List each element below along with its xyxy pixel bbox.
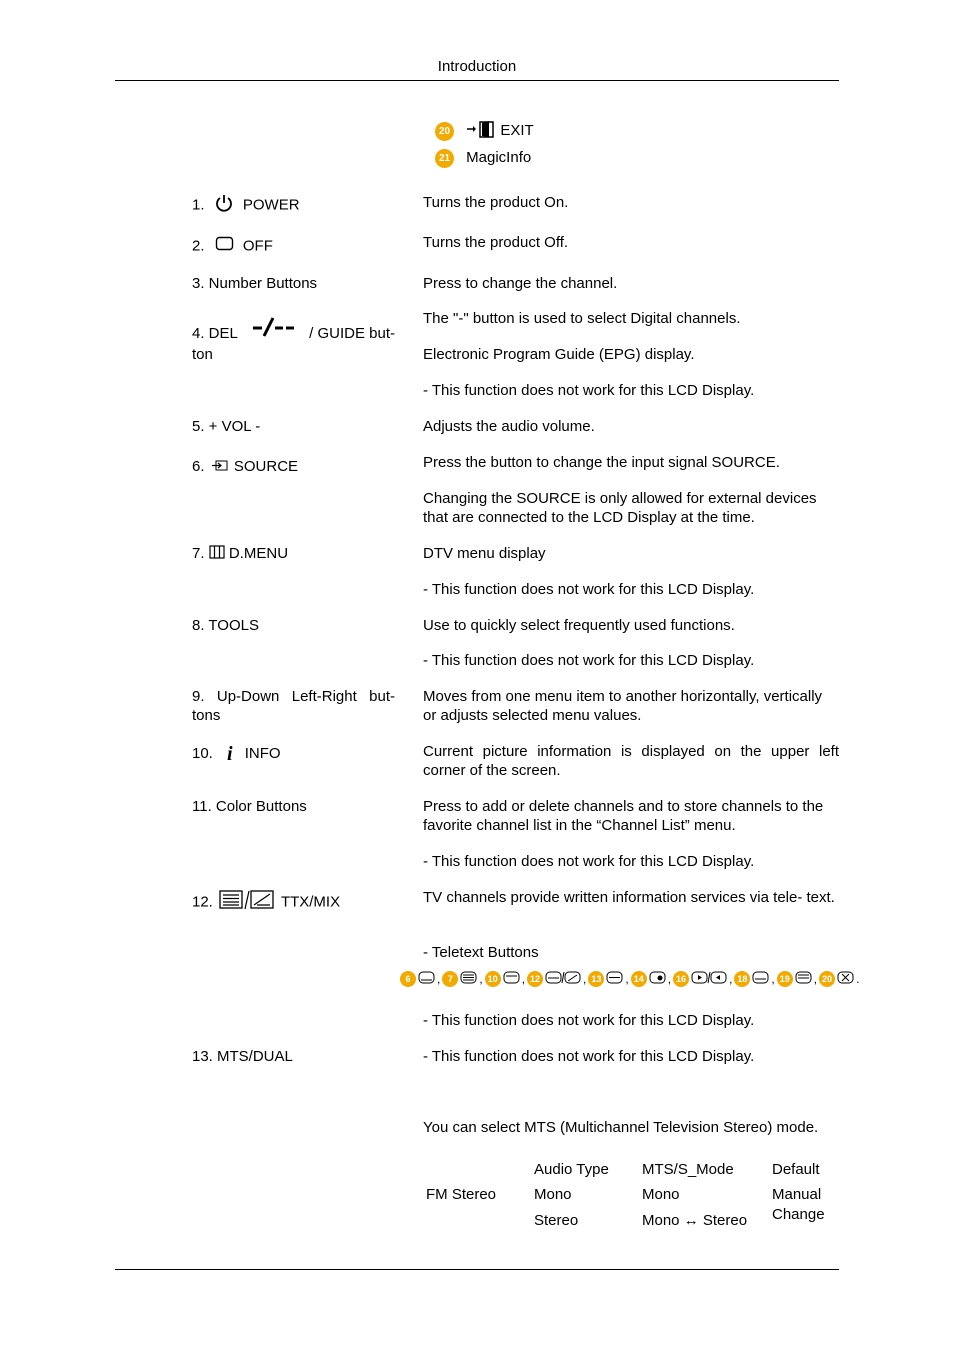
badge: 12	[527, 971, 543, 987]
badge: 7	[442, 971, 458, 987]
magicinfo-label: MagicInfo	[466, 149, 532, 167]
del-desc-2: Electronic Program Guide (EPG) display.	[423, 346, 695, 363]
badge: 18	[734, 971, 750, 987]
mts-cell: Stereo	[534, 1212, 579, 1229]
exit-item	[435, 120, 534, 142]
teletext-icon	[837, 971, 854, 988]
ttx-icon	[219, 890, 275, 915]
footer-rule	[115, 1269, 839, 1270]
tools-label: 8. TOOLS	[192, 617, 259, 634]
teletext-icon	[795, 971, 812, 988]
mts-dual-desc-1: - This function does not work for this LCD Display.	[423, 1048, 755, 1065]
info-desc: Current picture information is displayed on the upper left corner of the screen.	[423, 743, 839, 779]
mts-cell: Mono	[534, 1186, 572, 1203]
updown-label: 9. Up-Down Left-Right but- tons	[192, 688, 395, 724]
header-rule	[115, 80, 839, 81]
source-desc-2: Changing the SOURCE is only allowed for external devices that are connected to the LCD Display at the time.	[423, 490, 817, 526]
badge: 14	[631, 971, 647, 987]
tools-desc-2: - This function does not work for this LCD Display.	[423, 652, 755, 669]
del-desc-1: The "-" button is used to select Digital channels.	[423, 310, 741, 327]
color-buttons-desc-1: Press to add or delete channels and to store channels to the favorite channel list in the “Channel List” menu.	[423, 798, 824, 834]
magicinfo-item	[435, 149, 531, 168]
badge: 19	[777, 971, 793, 987]
color-buttons-label: 11. Color Buttons	[192, 798, 307, 815]
mts-header-mode: MTS/S_Mode	[642, 1161, 734, 1178]
vol-label: 5. + VOL -	[192, 418, 261, 435]
source-desc-1: Press the button to change the input signal SOURCE.	[423, 454, 780, 471]
off-icon	[215, 236, 235, 257]
exit-icon	[466, 120, 496, 142]
ttx-desc-2: - Teletext Buttons	[423, 944, 539, 961]
badge: 20	[435, 122, 454, 141]
teletext-buttons: 6 , 7 , 10 , 12 , 13 , 14 , 16 , 18 , 19 , 20 .	[400, 968, 859, 990]
del-desc-3: - This function does not work for this LCD Display.	[423, 382, 755, 399]
vol-desc: Adjusts the audio volume.	[423, 418, 595, 435]
ttx-desc-3: - This function does not work for this LCD Display.	[423, 1012, 755, 1029]
mts-header-audio-type: Audio Type	[534, 1161, 609, 1178]
dmenu-desc-1: DTV menu display	[423, 545, 546, 562]
mts-dual-label: 13. MTS/DUAL	[192, 1048, 293, 1065]
page-header: Introduction	[437, 58, 517, 75]
badge: 6	[400, 971, 416, 987]
number-buttons-label: 3. Number Buttons	[192, 275, 318, 292]
off-desc: Turns the product Off.	[423, 234, 569, 251]
mts-cell: Mono ↔ Stereo	[642, 1212, 748, 1229]
mts-row-label: FM Stereo	[426, 1186, 497, 1203]
teletext-icon	[503, 971, 520, 988]
dmenu-icon	[209, 545, 225, 564]
teletext-icon	[418, 971, 435, 988]
source-label: 6. SOURCE	[192, 458, 299, 475]
teletext-icon	[691, 971, 727, 988]
mts-cell: Manual	[772, 1186, 822, 1203]
teletext-icon	[606, 971, 623, 988]
badge: 20	[819, 971, 835, 987]
info-icon: i	[227, 742, 233, 765]
del-guide-label: 4. DEL / GUIDE but- ton	[192, 316, 395, 364]
badge: 10	[485, 971, 501, 987]
source-icon	[211, 458, 228, 477]
info-label: 10. i INFO	[192, 742, 281, 765]
badge: 16	[673, 971, 689, 987]
teletext-icon	[460, 971, 477, 988]
mts-cell: Mono	[642, 1186, 680, 1203]
power-label: 1. POWER	[192, 194, 395, 217]
dmenu-label: 7. D.MENU	[192, 545, 289, 562]
mts-header-default: Default	[772, 1161, 820, 1178]
teletext-icon	[649, 971, 666, 988]
ttx-label: 12. TTX/MIX	[192, 890, 395, 915]
badge: 13	[588, 971, 604, 987]
mts-dual-desc-2: You can select MTS (Multichannel Television Stereo) mode.	[423, 1119, 819, 1136]
off-label: 2. OFF	[192, 236, 395, 257]
exit-label: EXIT	[500, 121, 534, 139]
power-icon	[215, 194, 233, 217]
ttx-desc-1: TV channels provide written information services via tele- text.	[423, 889, 835, 906]
badge: 21	[435, 149, 454, 168]
updown-desc: Moves from one menu item to another horizontally, vertically or adjusts selected menu values.	[423, 688, 823, 724]
color-buttons-desc-2: - This function does not work for this LCD Display.	[423, 853, 755, 870]
number-buttons-desc: Press to change the channel.	[423, 275, 618, 292]
power-desc: Turns the product On.	[423, 194, 569, 211]
dmenu-desc-2: - This function does not work for this LCD Display.	[423, 581, 755, 598]
teletext-icon	[545, 971, 581, 988]
mts-cell: Change	[772, 1206, 825, 1223]
dash-icon	[251, 316, 297, 345]
tools-desc-1: Use to quickly select frequently used functions.	[423, 617, 735, 634]
teletext-icon	[752, 971, 769, 988]
